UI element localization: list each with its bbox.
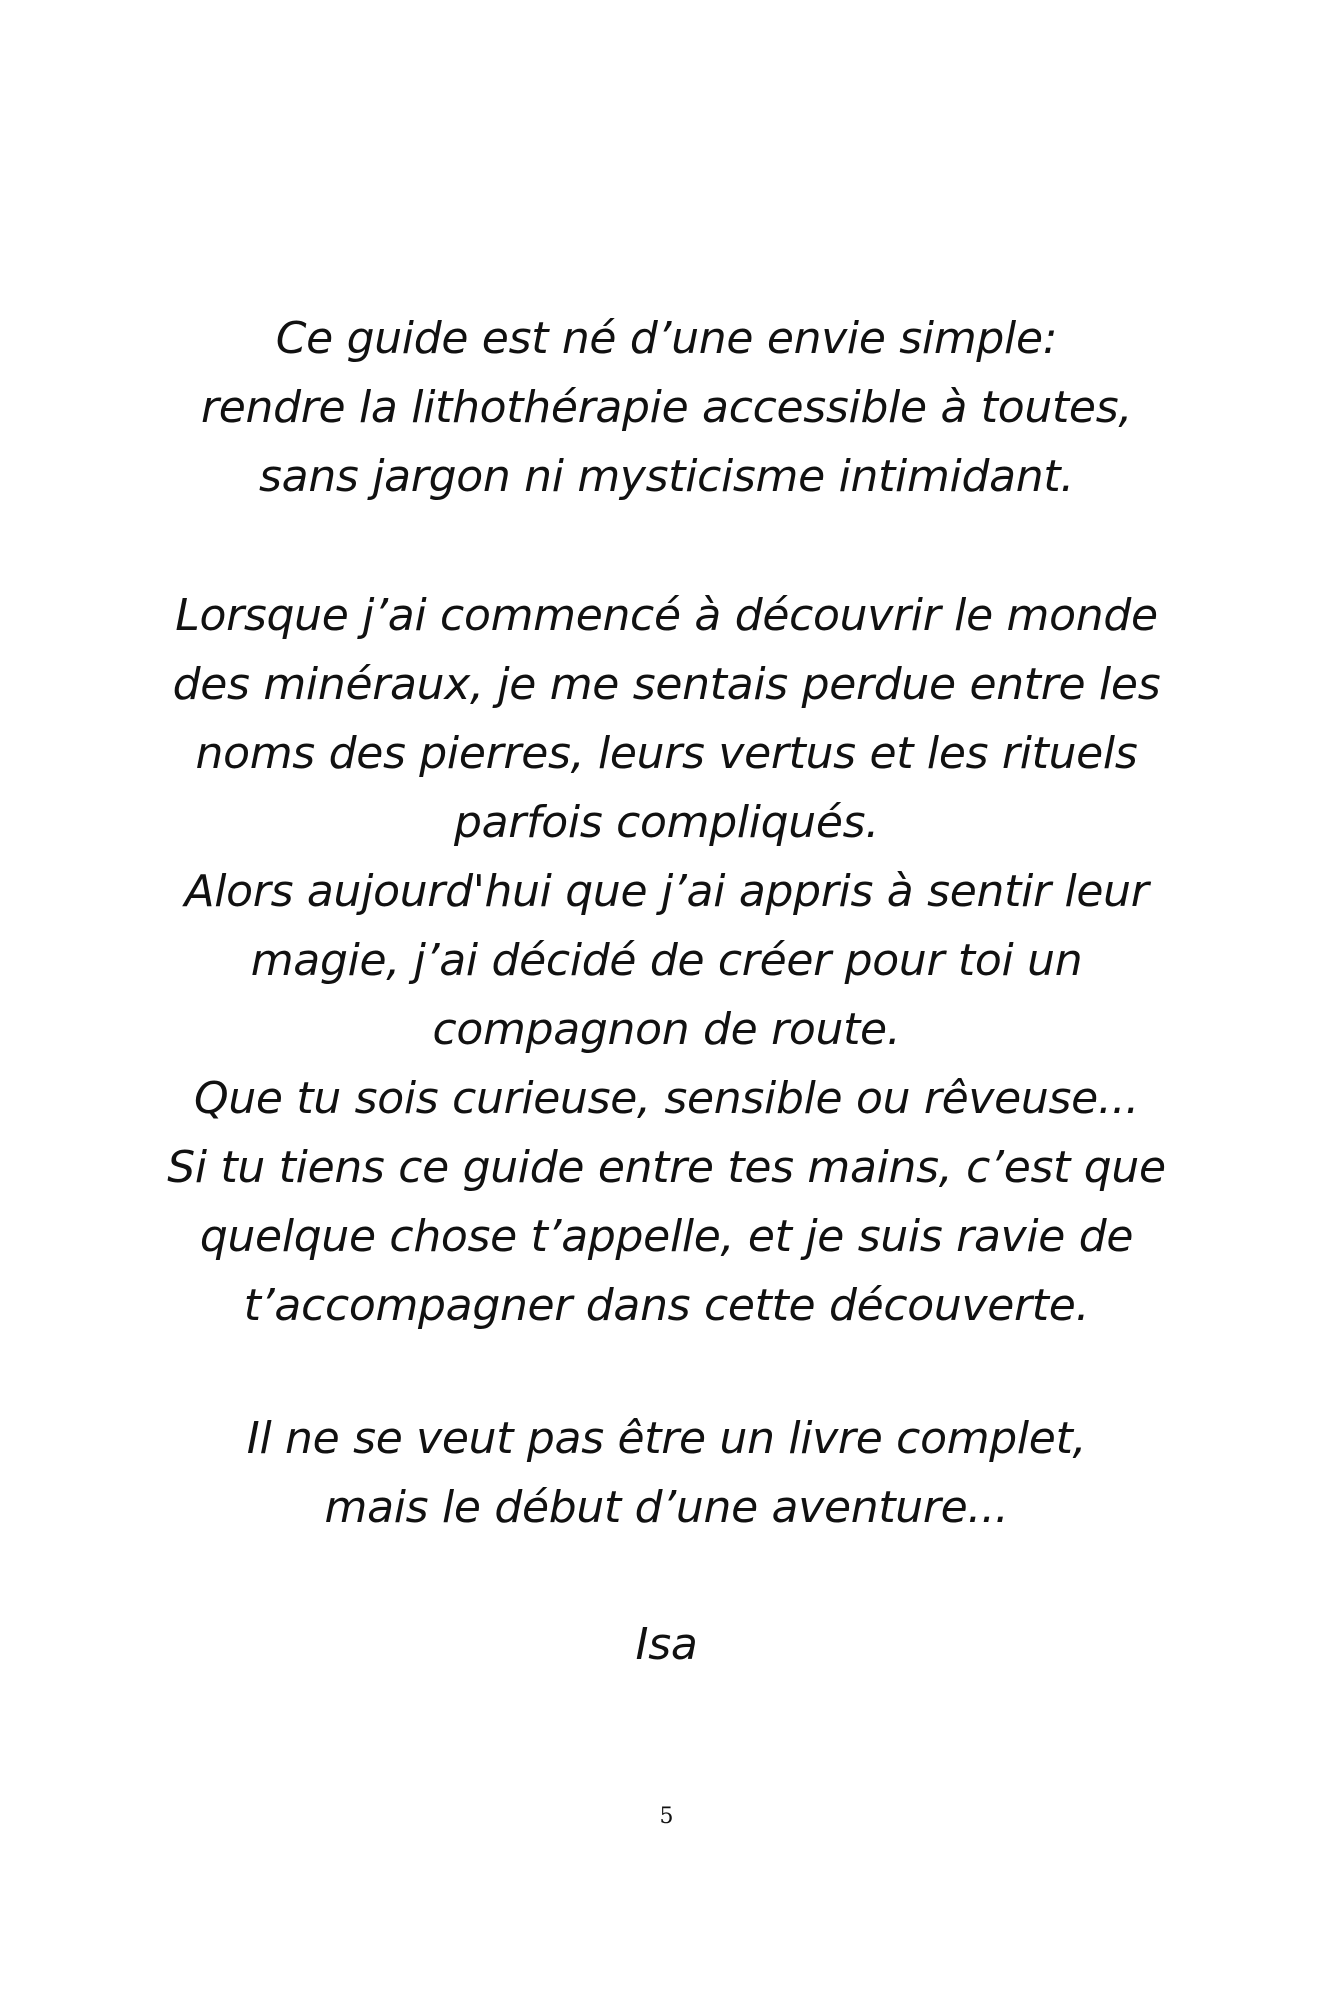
author-signature xyxy=(0,1610,1333,1679)
signature-text: Isa xyxy=(635,1619,698,1670)
text-line: magie, j’ai décidé de créer pour toi un xyxy=(250,935,1083,986)
text-line: t’accompagner dans cette découverte. xyxy=(243,1280,1090,1331)
text-line: Il ne se veut pas être un livre complet, xyxy=(246,1413,1087,1464)
text-line: Alors aujourd'hui que j’ai appris à sentir leur xyxy=(184,866,1149,917)
text-line: noms des pierres, leurs vertus et les rituels xyxy=(195,728,1138,779)
closing-stanza xyxy=(0,1404,1333,1542)
text-line: Lorsque j’ai commencé à découvrir le monde xyxy=(175,590,1158,641)
text-line: Si tu tiens ce guide entre tes mains, c’est que xyxy=(167,1142,1166,1193)
intro-stanza xyxy=(0,304,1333,511)
story-stanza xyxy=(0,581,1333,1340)
text-line: mais le début d’une aventure... xyxy=(324,1482,1009,1533)
text-line: quelque chose t’appelle, et je suis ravie de xyxy=(199,1211,1134,1262)
text-line: sans jargon ni mysticisme intimidant. xyxy=(259,451,1074,502)
page-number: 5 xyxy=(659,1804,674,1829)
text-line: des minéraux, je me sentais perdue entre les xyxy=(172,659,1161,710)
text-line: rendre la lithothérapie accessible à toutes, xyxy=(200,382,1133,433)
text-line: parfois compliqués. xyxy=(454,797,879,848)
text-line: Que tu sois curieuse, sensible ou rêveuse... xyxy=(194,1073,1139,1124)
text-line: Ce guide est né d’une envie simple: xyxy=(275,313,1058,364)
text-line: compagnon de route. xyxy=(432,1004,901,1055)
